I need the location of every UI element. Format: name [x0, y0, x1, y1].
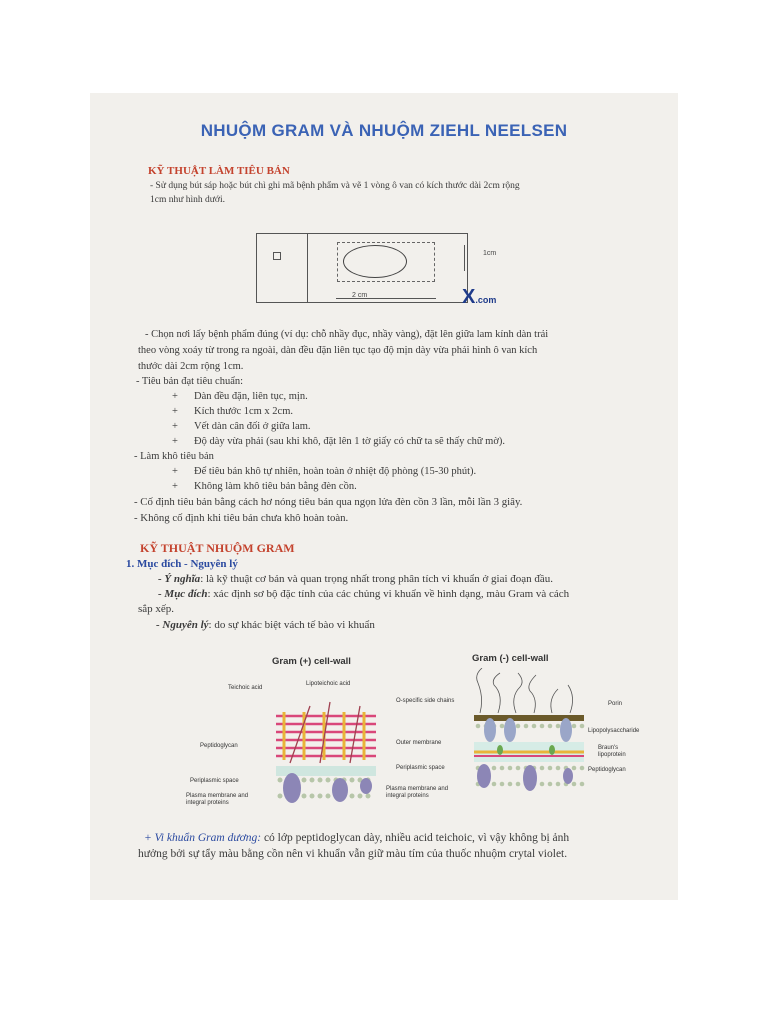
dry-item: + Để tiêu bản khô tự nhiên, hoàn toàn ở nhiệt độ phòng (15-30 phút). [172, 466, 477, 477]
gram-negative-title: Gram (-) cell-wall [472, 653, 549, 664]
intro-line-2: 1cm như hình dưới. [150, 195, 225, 205]
label-o-specific-chains: O-specific side chains [396, 698, 455, 704]
dry-item: + Không làm khô tiêu bản bằng đèn cồn. [172, 481, 357, 492]
label-lipopolysaccharide: Lipopolysaccharide [588, 728, 640, 734]
label-peptidoglycan: Peptidoglycan [200, 743, 238, 749]
label-peptidoglycan-neg: Peptidoglycan [588, 767, 626, 773]
height-dim-line [464, 245, 465, 271]
standard-item: + Độ dày vừa phải (sau khi khô, đặt lên 1 tờ giấy có chữ ta sẽ thấy chữ mờ). [172, 436, 506, 447]
page-title: NHUỘM GRAM VÀ NHUỘM ZIEHL NEELSEN [200, 121, 568, 140]
section-heading-slide-prep: KỸ THUẬT LÀM TIÊU BẢN [148, 165, 290, 177]
para-line-2: theo vòng xoáy từ trong ra ngoài, dàn đều đặn liên tục tạo độ mịn dày vừa phải hình ô van kích [138, 345, 538, 356]
smear-oval [343, 245, 407, 278]
width-dim-line [336, 298, 436, 299]
standard-heading: - Tiêu bản đạt tiêu chuẩn: [136, 376, 244, 387]
dry-heading: - Làm khô tiêu bản [134, 451, 214, 462]
conclusion-line-1: + Vi khuẩn Gram dương: có lớp peptidoglycan dày, nhiều acid teichoic, vì vậy không bị ảnh [144, 832, 570, 844]
section-heading-gram: KỸ THUẬT NHUỘM GRAM [140, 541, 295, 555]
label-lipoteichoic-acid: Lipoteichoic acid [306, 681, 351, 687]
document-page [90, 93, 678, 900]
subheading-purpose-principle: 1. Mục đích - Nguyên lý [126, 558, 238, 570]
standard-item: + Dàn đều đặn, liên tục, mịn. [172, 391, 308, 402]
label-periplasmic-space-neg: Periplasmic space [396, 765, 445, 771]
para-line-1: - Chọn nơi lấy bệnh phẩm đúng (ví dụ: chỗ nhầy đục, nhầy vàng), đặt lên giữa lam kính dàn trải [145, 329, 549, 340]
purpose-line-2: sắp xếp. [138, 603, 175, 615]
label-outer-membrane: Outer membrane [396, 740, 442, 746]
label-periplasmic-space: Periplasmic space [190, 778, 239, 784]
para-line-3: thước dài 2cm rộng 1cm. [138, 361, 244, 372]
gram-negative-wall [474, 668, 584, 791]
label-brauns-lipoprotein: Braun's lipoprotein [598, 745, 626, 758]
width-label: 2 cm [352, 292, 368, 299]
standard-item: + Vết dàn cân đối ở giữa lam. [172, 421, 311, 432]
watermark-logo: X.com [462, 286, 497, 308]
principle-line: - Nguyên lý: do sự khác biệt vách tế bào vi khuẩn [156, 619, 375, 631]
slide-divider [307, 234, 308, 302]
fix-line: - Cố định tiêu bản bằng cách hơ nóng tiêu bản qua ngọn lửa đèn cồn 3 lần, mỗi lần 3 giây. [134, 496, 523, 508]
conclusion-line-2: hưởng bởi sự tẩy màu bằng cồn nên vi khuẩn vẫn giữ màu tím của thuốc nhuộm crytal violet. [138, 848, 568, 860]
gram-positive-title: Gram (+) cell-wall [272, 656, 351, 667]
height-label: 1cm [483, 250, 497, 257]
label-plasma-membrane: Plasma membrane and integral proteins [186, 793, 249, 806]
label-plasma-membrane-neg: Plasma membrane and integral proteins [386, 786, 449, 799]
standard-item: + Kích thước 1cm x 2cm. [172, 406, 294, 417]
label-square [273, 252, 281, 260]
nofix-line: - Không cố định khi tiêu bản chưa khô hoàn toàn. [134, 512, 349, 524]
label-porin: Porin [608, 701, 623, 707]
gram-positive-wall [276, 702, 376, 803]
label-teichoic-acid: Teichoic acid [228, 685, 263, 691]
purpose-line: - Mục đích: xác định sơ bộ đặc tính của các chủng vi khuẩn về hình dạng, màu Gram và cách [158, 588, 570, 600]
intro-line-1: - Sử dụng bút sáp hoặc bút chì ghi mã bệnh phẩm và vẽ 1 vòng ô van có kích thước dài 2cm rộng [150, 181, 520, 191]
meaning-line: - Ý nghĩa: là kỹ thuật cơ bản và quan trọng nhất trong phân tích vi khuẩn ở giai đoạn đầu. [158, 573, 554, 585]
